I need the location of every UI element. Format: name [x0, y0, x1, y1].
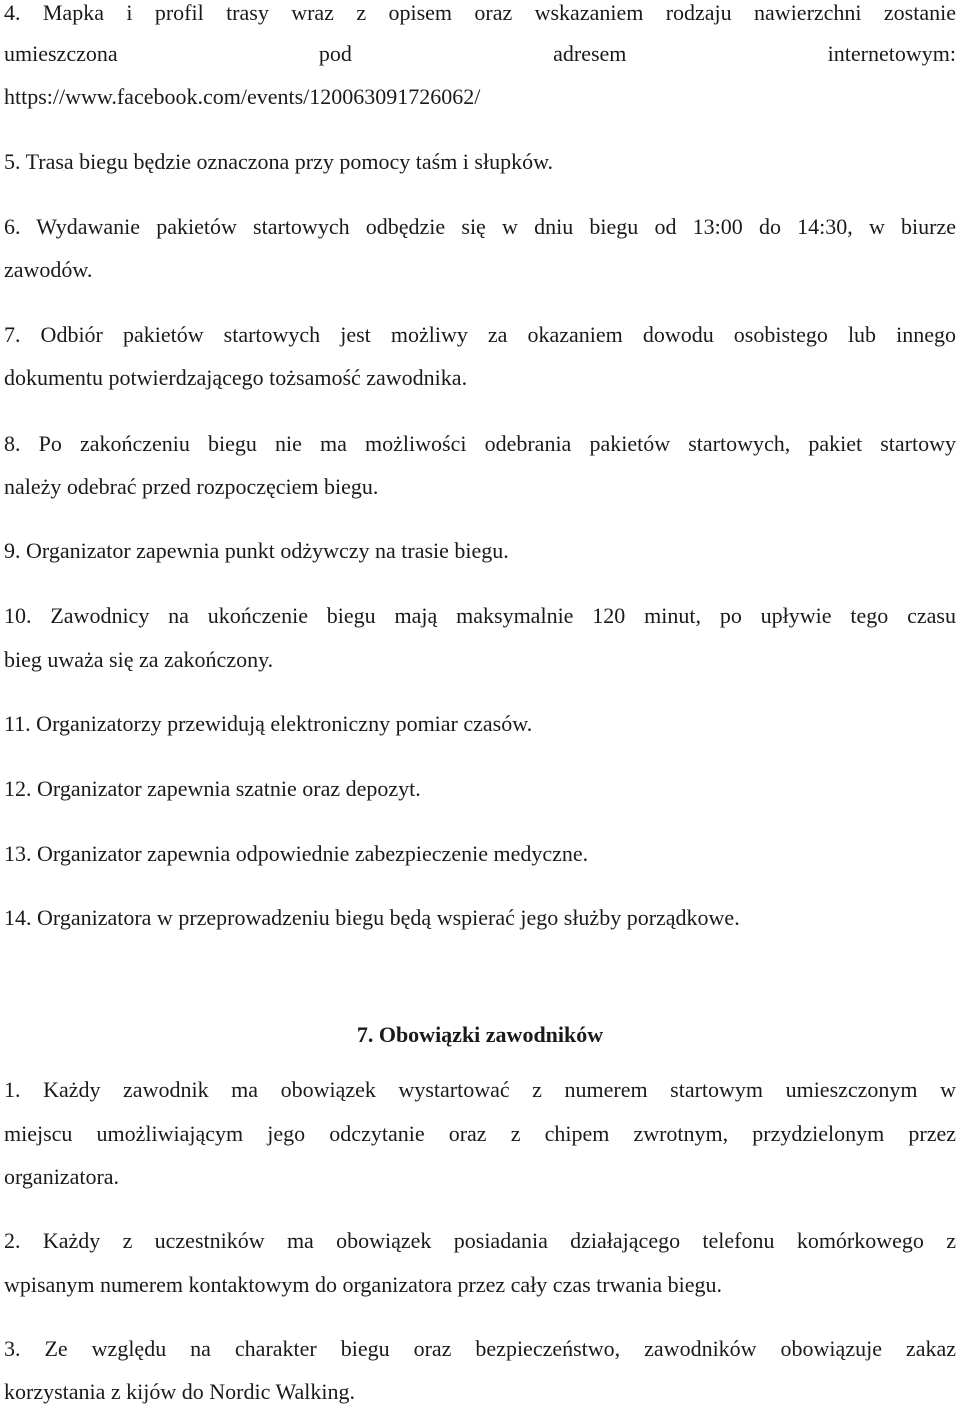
rule-11: 11. Organizatorzy przewidują elektroniczny pomiar czasów.	[4, 711, 533, 736]
rule-9: 9. Organizator zapewnia punkt odżywczy na trasie biegu.	[4, 538, 509, 563]
duty-2-line-2: wpisanym numerem kontaktowym do organizatora przez cały czas trwania biegu.	[4, 1272, 723, 1297]
duty-1-line-1: 1. Każdy zawodnik ma obowiązek wystartować z numerem startowym umieszczonym w	[4, 1077, 956, 1102]
rule-10-line-1: 10. Zawodnicy na ukończenie biegu mają maksymalnie 120 minut, po upływie tego czasu	[4, 603, 956, 628]
duty-2-line-1: 2. Każdy z uczestników ma obowiązek posiadania działającego telefonu komórkowego z	[4, 1228, 956, 1253]
section-heading: 7. Obowiązki zawodników	[356, 1022, 604, 1047]
rule-4-line-2: umieszczona pod adresem internetowym:	[4, 41, 956, 66]
rule-8-line-2: należy odebrać przed rozpoczęciem biegu.	[4, 474, 379, 499]
rule-13: 13. Organizator zapewnia odpowiednie zabezpieczenie medyczne.	[4, 841, 589, 866]
rule-6-line-1: 6. Wydawanie pakietów startowych odbędzie się w dniu biegu od 13:00 do 14:30, w biurze	[4, 214, 956, 239]
rule-10-line-2: bieg uważa się za zakończony.	[4, 647, 274, 672]
rule-6-line-2: zawodów.	[4, 257, 93, 282]
rule-7-line-2: dokumentu potwierdzającego tożsamość zawodnika.	[4, 365, 468, 390]
duty-1-line-2: miejscu umożliwiającym jego odczytanie oraz z chipem zwrotnym, przydzielonym przez	[4, 1121, 956, 1146]
rule-8-line-1: 8. Po zakończeniu biegu nie ma możliwości odebrania pakietów startowych, pakiet startowy	[4, 431, 956, 456]
duty-3-line-1: 3. Ze względu na charakter biegu oraz bezpieczeństwo, zawodników obowiązuje zakaz	[4, 1336, 956, 1361]
rule-5: 5. Trasa biegu będzie oznaczona przy pomocy taśm i słupków.	[4, 149, 554, 174]
rule-4-url: https://www.facebook.com/events/120063091726062/	[4, 84, 481, 109]
rule-12: 12. Organizator zapewnia szatnie oraz depozyt.	[4, 776, 421, 801]
duty-1-line-3: organizatora.	[4, 1164, 120, 1189]
rule-4-line-1: 4. Mapka i profil trasy wraz z opisem oraz wskazaniem rodzaju nawierzchni zostanie	[4, 0, 956, 25]
rule-7-line-1: 7. Odbiór pakietów startowych jest możliwy za okazaniem dowodu osobistego lub innego	[4, 322, 956, 347]
duty-3-line-2: korzystania z kijów do Nordic Walking.	[4, 1379, 355, 1404]
rule-14: 14. Organizatora w przeprowadzeniu biegu będą wspierać jego służby porządkowe.	[4, 905, 740, 930]
